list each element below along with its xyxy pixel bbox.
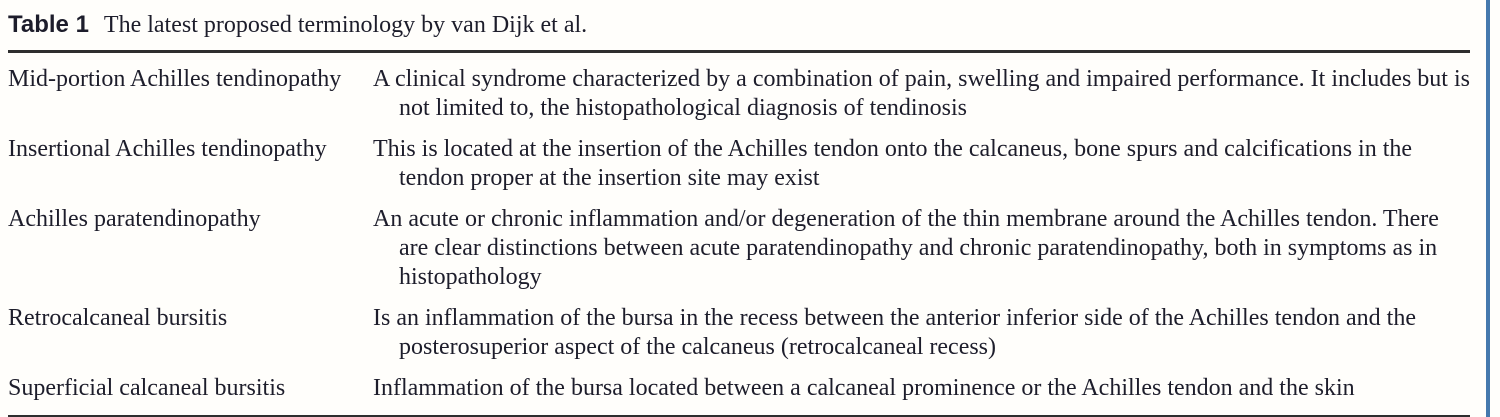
- table-caption-label: Table 1: [8, 11, 89, 38]
- definition-cell: Is an inflammation of the bursa in the recess between the anterior inferior side of the Achilles tendon and the posterosuperior aspect of the calcaneus (retrocalcaneal recess): [373, 305, 1416, 360]
- table-row: [8, 374, 1470, 403]
- table-caption-text: The latest proposed terminology by van Dijk et al.: [103, 12, 588, 38]
- term-cell: Retrocalcaneal bursitis: [8, 305, 228, 331]
- table-caption: [8, 10, 1470, 40]
- term-cell: Achilles paratendinopathy: [8, 206, 261, 232]
- term-cell: Mid-portion Achilles tendinopathy: [8, 66, 342, 92]
- term-cell: Superficial calcaneal bursitis: [8, 375, 286, 401]
- table-figure: [8, 10, 1470, 417]
- table-row: [8, 205, 1470, 292]
- table-row: [8, 135, 1470, 193]
- terminology-table: [8, 65, 1470, 403]
- table-row: [8, 65, 1470, 123]
- term-cell: Insertional Achilles tendinopathy: [8, 136, 327, 162]
- table-top-rule: [8, 50, 1470, 53]
- definition-cell: An acute or chronic inflammation and/or degeneration of the thin membrane around the Achilles tendon. There are clear distinctions between acute paratendinopathy and chronic paratendinopathy, both in symptoms as in histopathology: [373, 206, 1439, 290]
- definition-cell: This is located at the insertion of the Achilles tendon onto the calcaneus, bone spurs and calcifications in the tendon proper at the insertion site may exist: [373, 136, 1413, 191]
- definition-cell: Inflammation of the bursa located between a calcaneal prominence or the Achilles tendon and the skin: [373, 375, 1355, 401]
- table-row: [8, 304, 1470, 362]
- definition-cell: A clinical syndrome characterized by a combination of pain, swelling and impaired performance. It includes but is not limited to, the histopathological diagnosis of tendinosis: [373, 66, 1470, 121]
- page-edge-line: [1486, 0, 1490, 417]
